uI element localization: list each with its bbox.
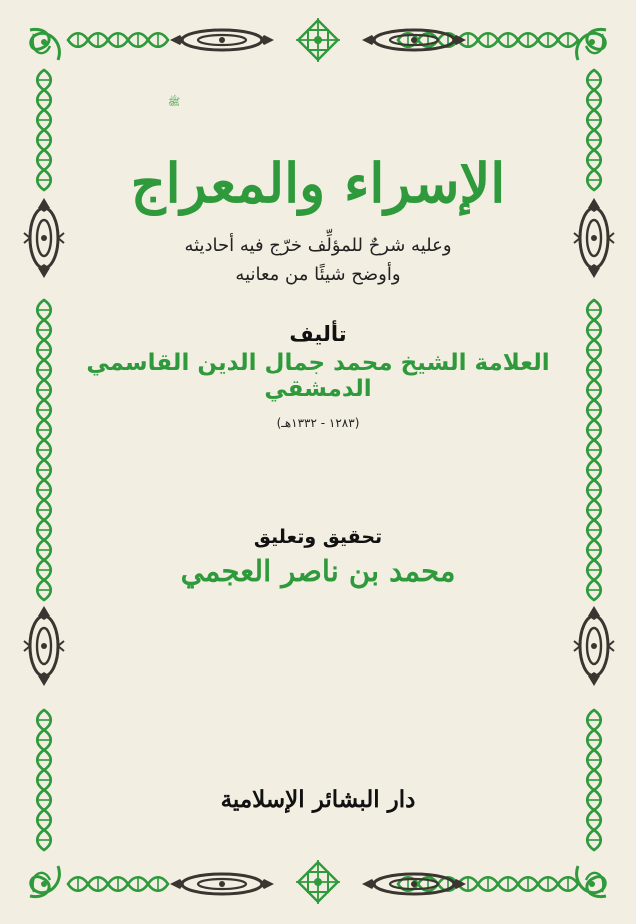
editing-label: تحقيق وتعليق	[253, 525, 383, 548]
editor-name: محمد بن ناصر العجمي	[180, 553, 456, 588]
interlace-border	[68, 877, 578, 891]
publisher-name: دار البشائر الإسلامية	[220, 786, 416, 813]
author-name: العلامة الشيخ محمد جمال الدين القاسمي الدمشقي	[86, 349, 550, 402]
side-medallion-icon	[24, 606, 64, 686]
author-dates: (١٢٨٣ - ١٣٣٢هـ)	[276, 415, 360, 430]
corner-knot-icon	[30, 29, 59, 60]
book-title: الإسراء والمعراج	[130, 151, 506, 215]
subtitle-line-2: وأوضح شيئًا من معانيه	[235, 263, 401, 285]
side-medallion-icon	[24, 198, 64, 278]
corner-knot-icon	[577, 29, 606, 60]
authorship-label: تأليف	[289, 321, 347, 346]
interlace-border	[587, 70, 601, 850]
title-honorific: ﷺ	[168, 97, 181, 108]
side-medallion-icon	[170, 30, 274, 50]
side-medallion-icon	[170, 874, 274, 894]
rosette-icon	[296, 18, 340, 62]
side-medallion-icon	[574, 198, 614, 278]
corner-knot-icon	[30, 866, 59, 897]
rosette-icon	[296, 860, 340, 904]
subtitle	[80, 232, 556, 290]
subtitle-line-1: وعليه شرحٌ للمؤلِّف خرّج فيه أحاديثه	[184, 235, 452, 257]
corner-knot-icon	[577, 866, 606, 897]
side-medallion-icon	[574, 606, 614, 686]
interlace-border	[37, 70, 51, 850]
title-block	[80, 140, 556, 588]
